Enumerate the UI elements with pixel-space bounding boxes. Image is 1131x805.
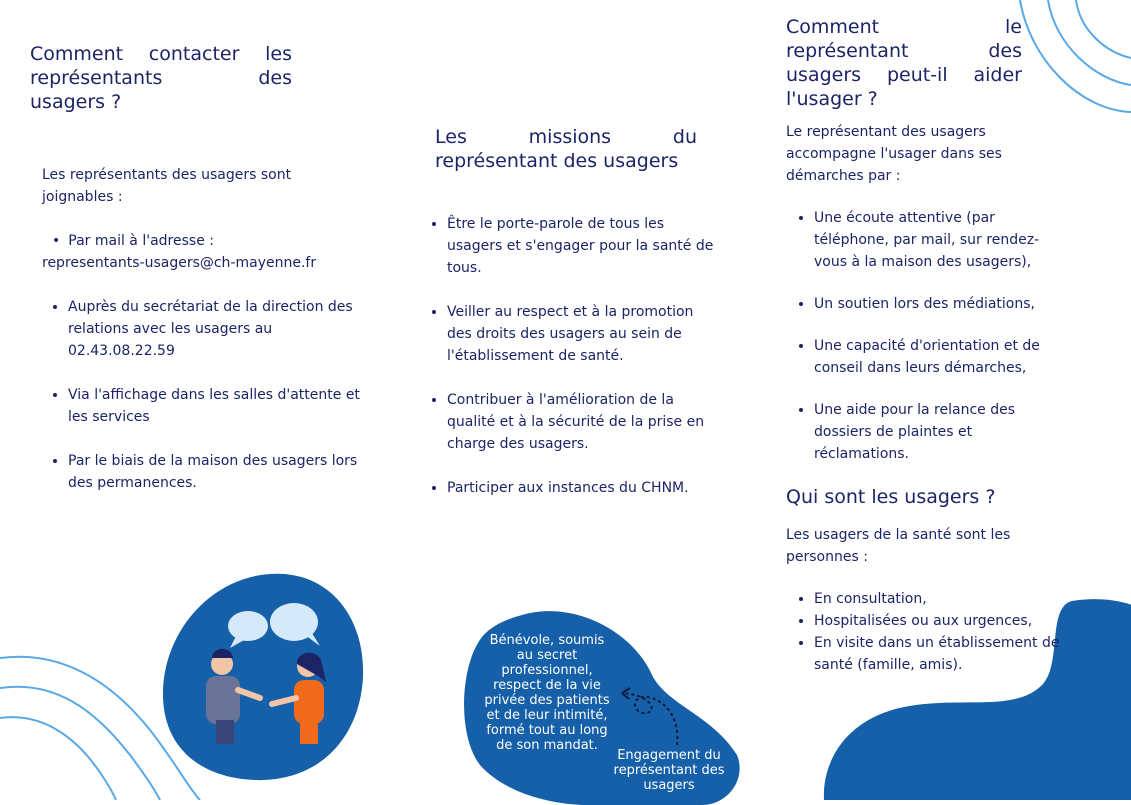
help-title-line-2: représentant des (786, 40, 1022, 62)
people-talking-illustration (160, 572, 370, 782)
mission-item: • Être le porte-parole de tous les usagers et s'engager pour la santé de tous. (447, 213, 717, 279)
missions-title-line-2: représentant des usagers (435, 150, 679, 172)
mission-item: • Contribuer à l'amélioration de la qualité et à la sécurité de la prise en charge des usagers. (447, 389, 717, 455)
missions-column (435, 125, 714, 521)
help-title-line-1: Comment le (786, 16, 1022, 38)
help-column (786, 15, 1060, 676)
mission-item: • Participer aux instances du CHNM. (447, 477, 717, 499)
help-item: • Une aide pour la relance des dossiers de plaintes et réclamations. (814, 399, 1064, 465)
users-item: • Hospitalisées ou aux urgences, (814, 610, 1064, 632)
contact-mail-address[interactable]: representants-usagers@ch-mayenne.fr (42, 255, 317, 271)
contact-title-line-1: Comment contacter les (30, 43, 292, 65)
users-list (786, 588, 1064, 676)
mission-item: • Veiller au respect et à la promotion des droits des usagers au sein de l'établissement de santé. (447, 301, 717, 367)
contact-intro: Les représentants des usagers sont joignables : (42, 167, 292, 205)
help-title-line-3: usagers peut-il aider (786, 64, 1022, 86)
contact-column (30, 42, 360, 516)
missions-title-line-1: Les missions du (435, 126, 697, 148)
contact-item: • Via l'affichage dans les salles d'attente et les services (68, 384, 378, 428)
help-intro: Le représentant des usagers accompagne l'usager dans ses démarches par : (786, 124, 1002, 184)
contact-mail-label: • Par mail à l'adresse : (42, 230, 362, 252)
engagement-blob-text: Bénévole, soumis au secret professionnel, respect de la vie privée des patients et de leur intimité, formé tout au long de son mandat. (484, 633, 610, 753)
contact-mail-list (42, 230, 362, 274)
contact-title-line-2: représentants des (30, 67, 292, 89)
help-title (786, 15, 1022, 111)
contact-title-line-3: usagers ? (30, 91, 122, 113)
users-intro: Les usagers de la santé sont les personnes : (786, 527, 1011, 565)
help-list (786, 207, 1064, 465)
help-item: • Une capacité d'orientation et de conseil dans leurs démarches, (814, 335, 1064, 379)
users-item: • En consultation, (814, 588, 1064, 610)
users-item: • En visite dans un établissement de santé (famille, amis). (814, 632, 1064, 676)
contact-title (30, 42, 292, 114)
missions-title (435, 125, 697, 173)
users-title: Qui sont les usagers ? (786, 486, 996, 508)
help-item: • Une écoute attentive (par téléphone, par mail, sur rendez-vous à la maison des usagers), (814, 207, 1064, 273)
help-item: • Un soutien lors des médiations, (814, 293, 1064, 315)
missions-list (435, 213, 717, 499)
contact-list (42, 296, 378, 494)
contact-item: • Par le biais de la maison des usagers lors des permanences. (68, 450, 378, 494)
contact-item: • Auprès du secrétariat de la direction des relations avec les usagers au 02.43.08.22.59 (68, 296, 378, 362)
engagement-blob-caption: Engagement du représentant des usagers (613, 748, 725, 793)
help-title-line-4: l'usager ? (786, 88, 878, 110)
